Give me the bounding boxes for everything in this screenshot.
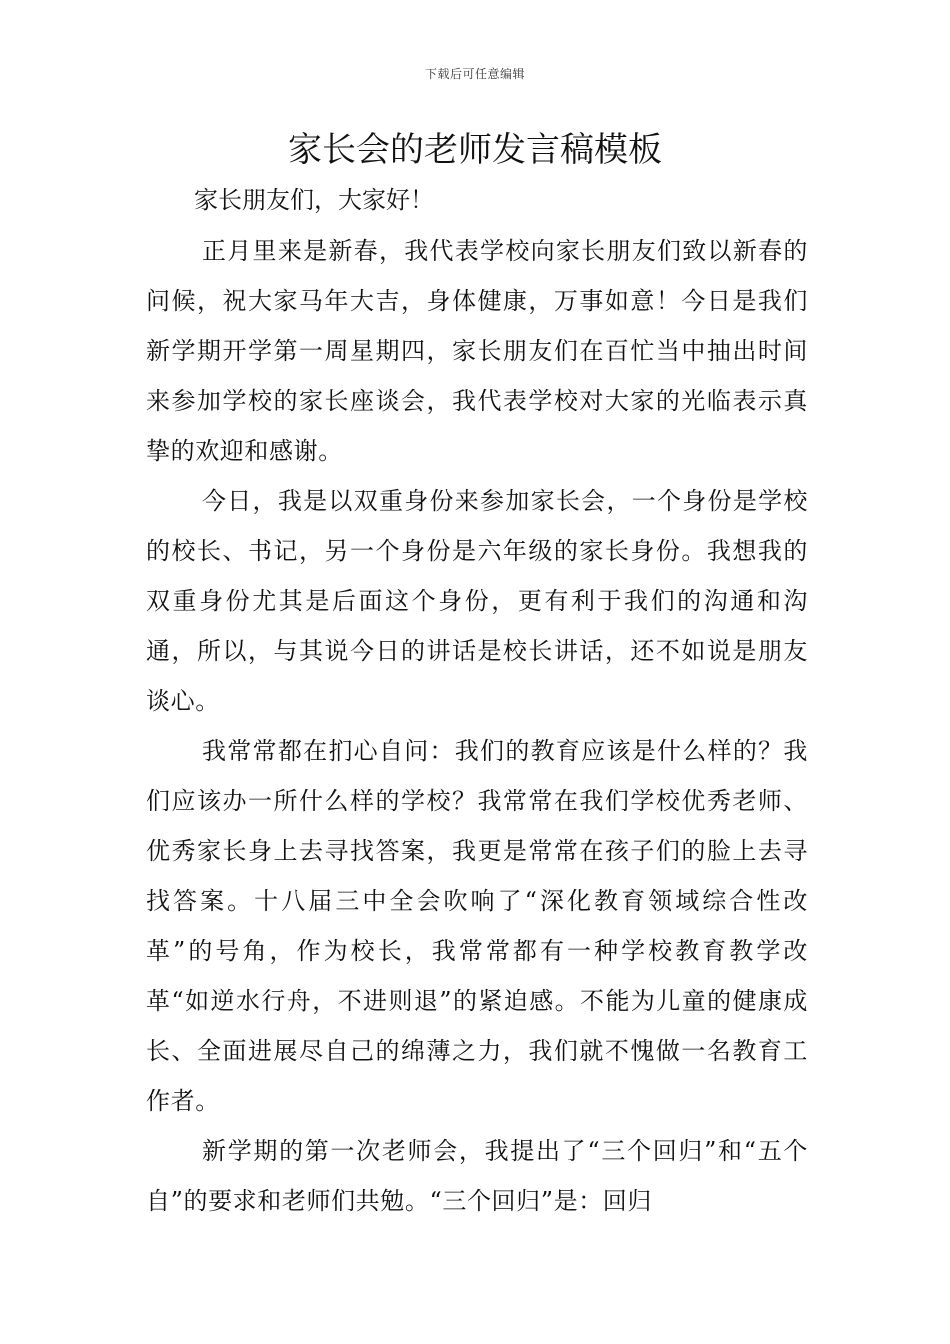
paragraph-2: 今日，我是以双重身份来参加家长会，一个身份是学校的校长、书记，另一个身份是六年级的家长身份。我想我的双重身份尤其是后面这个身份，更有利于我们的沟通和沟通，所以，与其说今日的讲话是校长讲话，还不如说是朋友谈心。: [146, 487, 808, 715]
document-title: 家长会的老师发言稿模板: [288, 130, 662, 170]
paragraph-4: 新学期的第一次老师会，我提出了“三个回归”和“五个自”的要求和老师们共勉。“三个回归”是：回归: [146, 1137, 808, 1215]
greeting-line: 家长朋友们，大家好！: [194, 186, 434, 214]
document-body: [146, 176, 808, 1226]
header-note: 下载后可任意编辑: [424, 67, 525, 81]
paragraph-3: 我常常都在扪心自问：我们的教育应该是什么样的？我们应该办一所什么样的学校？我常常在我们学校优秀老师、优秀家长身上去寻找答案，我更是常常在孩子们的脸上去寻找答案。十八届三中全会吹响了“深化教育领域综合性改革”的号角，作为校长，我常常都有一种学校教育教学改革“如逆水行舟，不进则退”的紧迫感。不能为儿童的健康成长、全面进展尽自己的绵薄之力，我们就不愧做一名教育工作者。: [146, 737, 808, 1115]
paragraph-1: 正月里来是新春，我代表学校向家长朋友们致以新春的问候，祝大家马年大吉，身体健康，万事如意！今日是我们新学期开学第一周星期四，家长朋友们在百忙当中抽出时间来参加学校的家长座谈会，我代表学校对大家的光临表示真挚的欢迎和感谢。: [146, 237, 808, 465]
